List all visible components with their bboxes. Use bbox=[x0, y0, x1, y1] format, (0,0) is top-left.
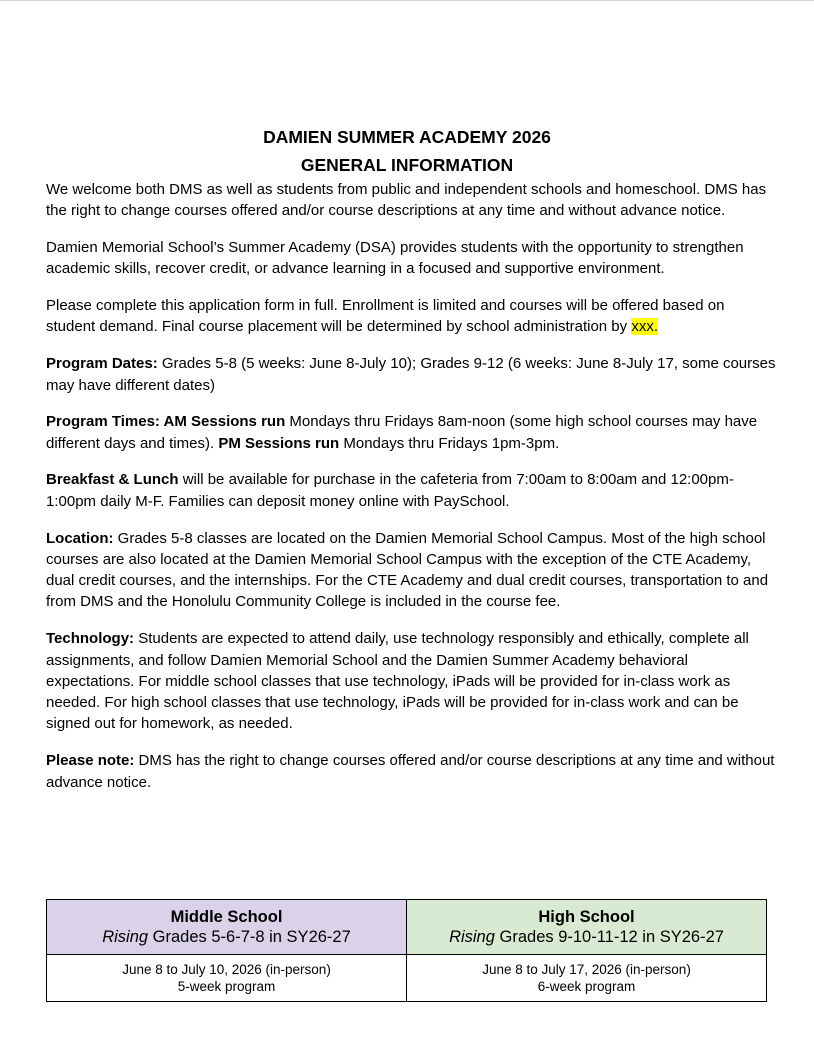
program-times-text: Mondays thru Fridays 8am-noon (some high school courses may have different days and times). bbox=[46, 413, 758, 452]
dsa-paragraph: Damien Memorial School’s Summer Academy (DSA) provides students with the opportunity to strengthen academic skills, recover credit, or advance learning in a focused and supportive environment. bbox=[46, 239, 744, 278]
page-subtitle: GENERAL INFORMATION bbox=[300, 155, 514, 175]
middle-school-dates: June 8 to July 10, 2026 (in-person) bbox=[122, 962, 331, 977]
high-school-rising: Rising bbox=[449, 928, 495, 946]
technology-text: Students are expected to attend daily, use technology responsibly and ethically, complete all assignments, and follow Damien Memorial School and the Damien Summer Academy behavioral expectations. For middle school classes that use technology, iPads will be provided for in-class work as needed. For high school classes that use technology, iPads will be provided for in-class work and can be signed out for homework, as needed. bbox=[46, 630, 749, 733]
application-paragraph bbox=[46, 295, 776, 338]
application-text: Please complete this application form in full. Enrollment is limited and courses will be offered based on student demand. Final course placement will be determined by school administration by bbox=[46, 297, 725, 336]
program-times-paragraph bbox=[46, 411, 776, 454]
program-dates-text: Grades 5-8 (5 weeks: June 8-July 10); Grades 9-12 (6 weeks: June 8-July 17, some courses may have different dates) bbox=[46, 355, 776, 394]
high-school-dates: June 8 to July 17, 2026 (in-person) bbox=[482, 962, 691, 977]
high-school-length: 6-week program bbox=[537, 979, 636, 994]
middle-school-title: Middle School bbox=[170, 908, 283, 926]
meals-text: will be available for purchase in the cafeteria from 7:00am to 8:00am and 12:00pm-1:00pm daily M-F. Families can deposit money online with PaySchool. bbox=[46, 471, 734, 510]
table-row bbox=[47, 955, 767, 1002]
high-school-grades: Grades 9-10-11-12 in SY26-27 bbox=[494, 928, 724, 946]
meals-paragraph bbox=[46, 469, 776, 512]
program-dates-paragraph bbox=[46, 353, 776, 396]
program-dates-label: Program Dates: bbox=[46, 355, 158, 373]
meals-label: Breakfast & Lunch bbox=[46, 471, 179, 489]
document-body bbox=[46, 179, 776, 808]
high-school-title: High School bbox=[538, 908, 635, 926]
highlighted-placeholder: xxx. bbox=[631, 318, 658, 336]
programs-table bbox=[46, 899, 767, 1002]
pm-sessions-text: Mondays thru Fridays 1pm-3pm. bbox=[339, 434, 560, 452]
note-paragraph bbox=[46, 750, 776, 793]
middle-school-rising: Rising bbox=[102, 928, 149, 946]
location-text: Grades 5-8 classes are located on the Damien Memorial School Campus. Most of the high school courses are also located at the Damien Memorial School Campus with the exception of the CTE Academy, dual credit courses, and the internships. For the CTE Academy and dual credit courses, transportation to and from DMS and the Honolulu Community College is included in the course fee. bbox=[46, 529, 769, 611]
technology-paragraph bbox=[46, 628, 776, 734]
intro-paragraph: We welcome both DMS as well as students from public and independent schools and homeschool. DMS has the right to change courses offered and/or course descriptions at any time and without advance notice. bbox=[46, 181, 767, 220]
program-times-label: Program Times: AM Sessions run bbox=[46, 413, 286, 431]
location-label: Location: bbox=[46, 529, 114, 547]
table-header-row bbox=[47, 900, 767, 955]
middle-school-dates-cell bbox=[47, 955, 407, 1002]
note-label: Please note: bbox=[46, 752, 135, 770]
location-paragraph bbox=[46, 528, 776, 613]
middle-school-header bbox=[47, 900, 407, 955]
pm-sessions-label: PM Sessions run bbox=[218, 434, 340, 452]
page-title: DAMIEN SUMMER ACADEMY 2026 bbox=[263, 127, 551, 147]
high-school-dates-cell bbox=[407, 955, 767, 1002]
middle-school-grades: Grades 5-6-7-8 in SY26-27 bbox=[148, 928, 351, 946]
note-text: DMS has the right to change courses offered and/or course descriptions at any time and without advance notice. bbox=[46, 752, 775, 791]
technology-label: Technology: bbox=[46, 630, 135, 648]
high-school-header bbox=[407, 900, 767, 955]
middle-school-length: 5-week program bbox=[177, 979, 276, 994]
top-divider bbox=[0, 0, 814, 1]
